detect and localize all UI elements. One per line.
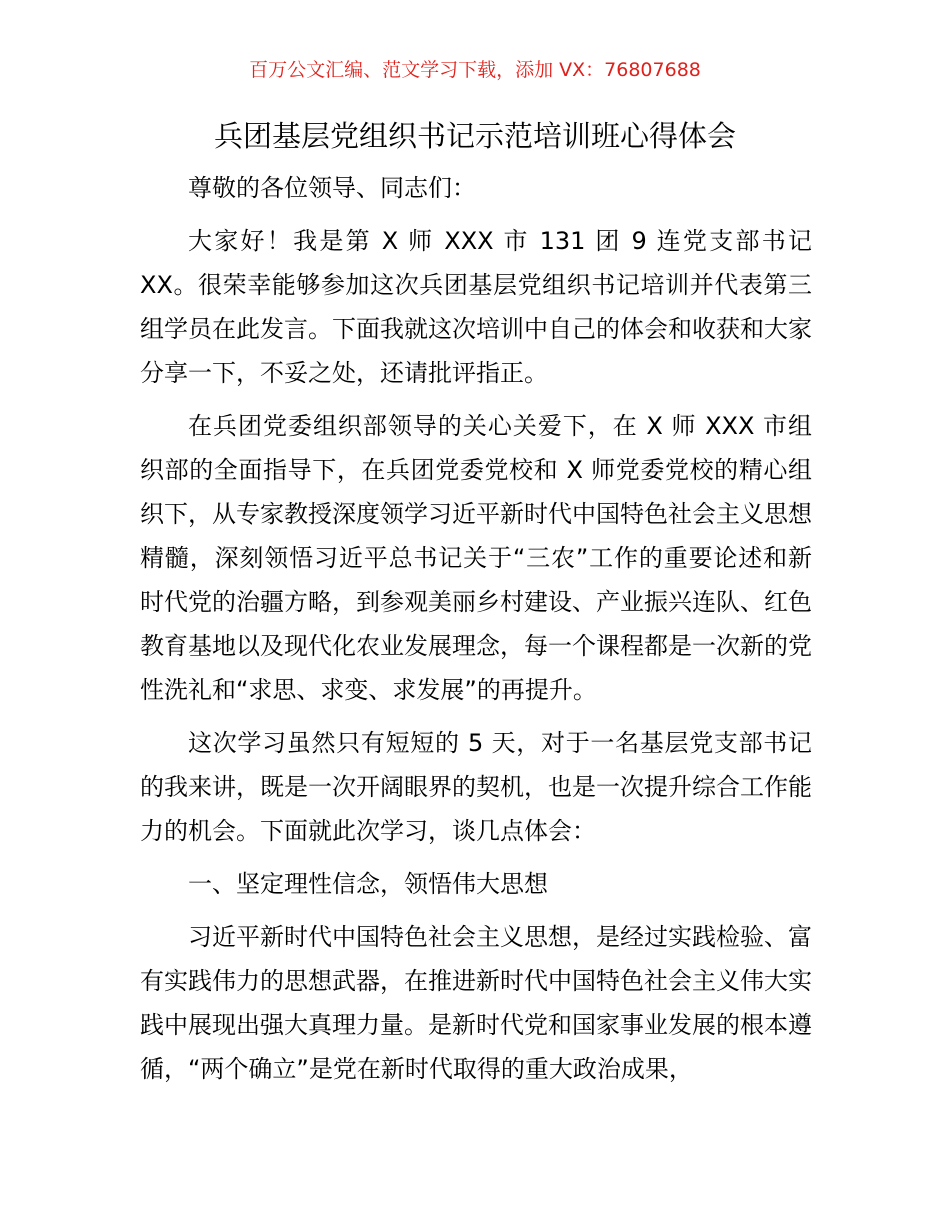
body-paragraph: 大家好！我是第 X 师 XXX 市 131 团 9 连党支部书记 XX。很荣幸能够参加这次兵团基层党组织书记培训并代表第三组学员在此发言。下面我就这次培训中自己的体会和收获和大家分享一下，不妥之处，还请批评指正。 (140, 227, 812, 387)
section-heading: 一、坚定理性信念，领悟伟大思想 (188, 870, 548, 898)
body-paragraph: 这次学习虽然只有短短的 5 天，对于一名基层党支部书记的我来讲，既是一次开阔眼界的契机，也是一次提升综合工作能力的机会。下面就此次学习，谈几点体会： (140, 729, 812, 845)
document-title: 兵团基层党组织书记示范培训班心得体会 (213, 119, 736, 153)
body-paragraph: 习近平新时代中国特色社会主义思想，是经过实践检验、富有实践伟力的思想武器，在推进新时代中国特色社会主义伟大实践中展现出强大真理力量。是新时代党和国家事业发展的根本遵循，“两个确立”是党在新时代取得的重大政治成果， (140, 923, 812, 1083)
document-body (140, 166, 812, 1100)
salutation-paragraph: 尊敬的各位领导、同志们： (188, 174, 476, 202)
header-download-note: 百万公文汇编、范文学习下载，添加 VX：76807688 (249, 59, 701, 81)
body-paragraph: 在兵团党委组织部领导的关心关爱下，在 X 师 XXX 市组织部的全面指导下，在兵团党委党校和 X 师党委党校的精心组织下，从专家教授深度领学习近平新时代中国特色社会主义思想精髓，深刻领悟习近平总书记关于“三农”工作的重要论述和新时代党的治疆方略，到参观美丽乡村建设、产业振兴连队、红色教育基地以及现代化农业发展理念，每一个课程都是一次新的党性洗礼和“求思、求变、求发展”的再提升。 (140, 412, 812, 704)
